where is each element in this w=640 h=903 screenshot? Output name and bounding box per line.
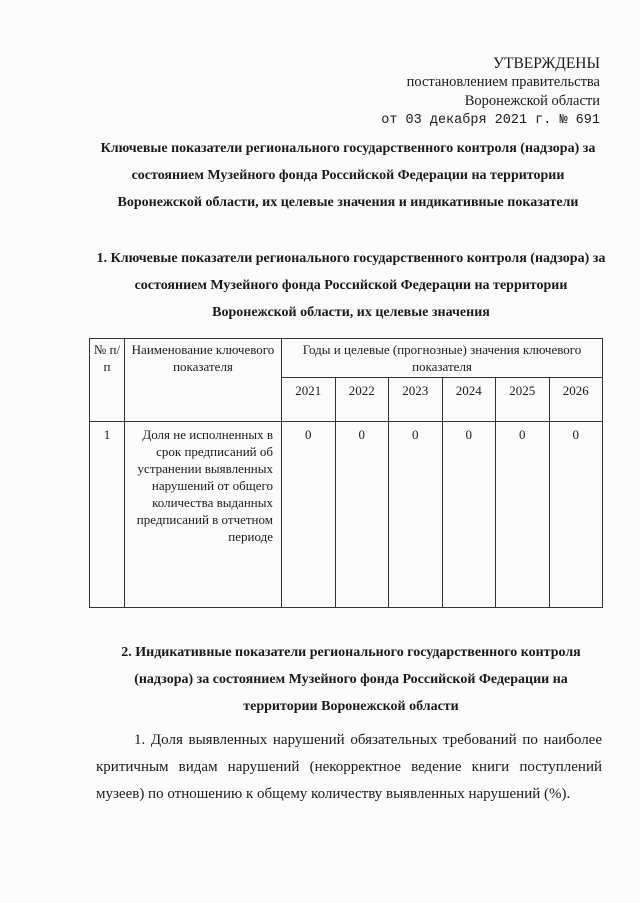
key-indicators-table: [89, 338, 603, 608]
indicator-paragraph: 1. Доля выявленных нарушений обязательных требований по наиболее критичным видам нарушений (некорректное ведение книги поступлений музеев) по отношению к общему количеству выявленных нарушений (%).: [96, 732, 602, 802]
header-year: 2024: [442, 378, 496, 422]
section-1-title: 1. Ключевые показатели регионального государственного контроля (надзора) за состоянием Музейного фонда Российской Федерации на территории Воронежской области, их целевые значения: [96, 251, 606, 320]
approval-heading: УТВЕРЖДЕНЫ: [493, 55, 600, 72]
header-year: 2022: [335, 378, 389, 422]
header-year: 2023: [389, 378, 443, 422]
approval-stamp: [381, 54, 600, 130]
header-year: 2025: [496, 378, 550, 422]
document-title: Ключевые показатели регионального государственного контроля (надзора) за состоянием Музейного фонда Российской Федерации на территории Воронежской области, их целевые значения и индикативные показатели: [100, 141, 596, 210]
row-value: 0: [335, 422, 389, 608]
header-number: № п/п: [90, 339, 125, 422]
section-2-title: 2. Индикативные показатели регионального государственного контроля (надзора) за состоянием Музейного фонда Российской Федерации на территории Воронежской области: [121, 645, 581, 714]
header-indicator-name: Наименование ключевого показателя: [125, 339, 282, 422]
header-year: 2021: [282, 378, 336, 422]
row-value: 0: [389, 422, 443, 608]
header-years-group: Годы и целевые (прогнозные) значения ключевого показателя: [282, 339, 603, 378]
table-header-row: [90, 339, 603, 378]
row-value: 0: [549, 422, 603, 608]
header-year: 2026: [549, 378, 603, 422]
approval-date: от 03 декабря 2021 г. № 691: [381, 113, 600, 128]
row-value: 0: [442, 422, 496, 608]
row-value: 0: [496, 422, 550, 608]
row-number: 1: [90, 422, 125, 608]
row-value: 0: [282, 422, 336, 608]
table-row: [90, 422, 603, 608]
row-indicator-name: Доля не исполненных в срок предписаний об устранении выявленных нарушений от общего количества выданных предписаний в отчетном периоде: [125, 422, 282, 608]
approval-authority: постановлением правительства: [406, 74, 600, 90]
approval-region: Воронежской области: [464, 93, 600, 109]
